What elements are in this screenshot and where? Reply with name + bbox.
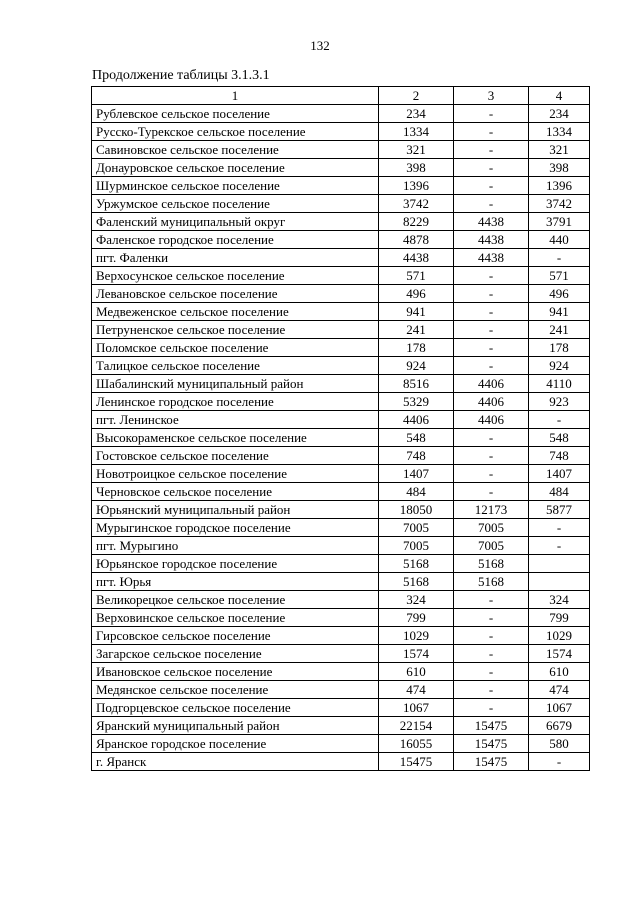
table-row bbox=[92, 681, 590, 699]
row-name-cell: Шабалинский муниципальный район bbox=[92, 375, 379, 393]
value-cell: - bbox=[454, 177, 529, 195]
value-cell: 4110 bbox=[529, 375, 590, 393]
value-cell: 548 bbox=[379, 429, 454, 447]
value-cell: 4438 bbox=[379, 249, 454, 267]
value-cell: 241 bbox=[529, 321, 590, 339]
table-row bbox=[92, 339, 590, 357]
table-header-row bbox=[92, 87, 590, 105]
data-table bbox=[91, 86, 590, 771]
table-row bbox=[92, 465, 590, 483]
row-name-cell: пгт. Юрья bbox=[92, 573, 379, 591]
table-row bbox=[92, 285, 590, 303]
value-cell: 8516 bbox=[379, 375, 454, 393]
row-name-cell: Шурминское сельское поселение bbox=[92, 177, 379, 195]
row-name-cell: Ленинское городское поселение bbox=[92, 393, 379, 411]
row-name-cell: Великорецкое сельское поселение bbox=[92, 591, 379, 609]
value-cell: - bbox=[529, 519, 590, 537]
row-name-cell: Новотроицкое сельское поселение bbox=[92, 465, 379, 483]
table-row bbox=[92, 303, 590, 321]
value-cell: 7005 bbox=[454, 537, 529, 555]
value-cell: 4406 bbox=[379, 411, 454, 429]
value-cell: 3791 bbox=[529, 213, 590, 231]
value-cell: - bbox=[454, 285, 529, 303]
row-name-cell: Фаленское городское поселение bbox=[92, 231, 379, 249]
value-cell: 496 bbox=[529, 285, 590, 303]
table-row bbox=[92, 699, 590, 717]
value-cell: 4438 bbox=[454, 231, 529, 249]
value-cell: 5329 bbox=[379, 393, 454, 411]
value-cell: 474 bbox=[529, 681, 590, 699]
column-header: 1 bbox=[92, 87, 379, 105]
value-cell: - bbox=[454, 591, 529, 609]
row-name-cell: Русско-Турекское сельское поселение bbox=[92, 123, 379, 141]
value-cell: 321 bbox=[529, 141, 590, 159]
table-row bbox=[92, 105, 590, 123]
row-name-cell: пгт. Фаленки bbox=[92, 249, 379, 267]
value-cell: 234 bbox=[379, 105, 454, 123]
value-cell: 1067 bbox=[379, 699, 454, 717]
table-row bbox=[92, 375, 590, 393]
value-cell: 484 bbox=[379, 483, 454, 501]
value-cell: 5168 bbox=[379, 555, 454, 573]
table-caption: Продолжение таблицы 3.1.3.1 bbox=[92, 68, 270, 83]
value-cell: 4438 bbox=[454, 213, 529, 231]
table-row bbox=[92, 573, 590, 591]
value-cell: 923 bbox=[529, 393, 590, 411]
value-cell: 16055 bbox=[379, 735, 454, 753]
table-row bbox=[92, 483, 590, 501]
table-row bbox=[92, 321, 590, 339]
value-cell: 474 bbox=[379, 681, 454, 699]
value-cell: 799 bbox=[379, 609, 454, 627]
value-cell: 321 bbox=[379, 141, 454, 159]
value-cell: 548 bbox=[529, 429, 590, 447]
value-cell: 1334 bbox=[379, 123, 454, 141]
value-cell: - bbox=[454, 105, 529, 123]
table-row bbox=[92, 393, 590, 411]
value-cell: 496 bbox=[379, 285, 454, 303]
value-cell: - bbox=[454, 699, 529, 717]
value-cell: 15475 bbox=[379, 753, 454, 771]
row-name-cell: Донауровское сельское поселение bbox=[92, 159, 379, 177]
table-row bbox=[92, 249, 590, 267]
row-name-cell: Фаленский муниципальный округ bbox=[92, 213, 379, 231]
value-cell: - bbox=[454, 195, 529, 213]
value-cell: - bbox=[529, 537, 590, 555]
table-row bbox=[92, 555, 590, 573]
value-cell: 924 bbox=[379, 357, 454, 375]
value-cell: 398 bbox=[379, 159, 454, 177]
value-cell: 178 bbox=[529, 339, 590, 357]
value-cell: 1407 bbox=[529, 465, 590, 483]
value-cell bbox=[529, 573, 590, 591]
row-name-cell: Подгорцевское сельское поселение bbox=[92, 699, 379, 717]
value-cell: 1574 bbox=[379, 645, 454, 663]
table-row bbox=[92, 501, 590, 519]
row-name-cell: Юрьянское городское поселение bbox=[92, 555, 379, 573]
value-cell: - bbox=[454, 609, 529, 627]
value-cell: - bbox=[454, 141, 529, 159]
value-cell: 18050 bbox=[379, 501, 454, 519]
table-row bbox=[92, 141, 590, 159]
value-cell: 748 bbox=[529, 447, 590, 465]
row-name-cell: Черновское сельское поселение bbox=[92, 483, 379, 501]
row-name-cell: Поломское сельское поселение bbox=[92, 339, 379, 357]
row-name-cell: Гостовское сельское поселение bbox=[92, 447, 379, 465]
table-row bbox=[92, 627, 590, 645]
value-cell: - bbox=[454, 645, 529, 663]
value-cell: 571 bbox=[529, 267, 590, 285]
value-cell: 7005 bbox=[379, 537, 454, 555]
value-cell: 241 bbox=[379, 321, 454, 339]
value-cell: 4406 bbox=[454, 411, 529, 429]
value-cell: 941 bbox=[379, 303, 454, 321]
value-cell: - bbox=[454, 663, 529, 681]
column-header: 3 bbox=[454, 87, 529, 105]
value-cell: 1407 bbox=[379, 465, 454, 483]
row-name-cell: Верхосунское сельское поселение bbox=[92, 267, 379, 285]
row-name-cell: Левановское сельское поселение bbox=[92, 285, 379, 303]
value-cell: - bbox=[454, 681, 529, 699]
row-name-cell: Рублевское сельское поселение bbox=[92, 105, 379, 123]
value-cell: 4878 bbox=[379, 231, 454, 249]
value-cell: 3742 bbox=[529, 195, 590, 213]
value-cell: - bbox=[454, 321, 529, 339]
value-cell: 1029 bbox=[379, 627, 454, 645]
row-name-cell: Талицкое сельское поселение bbox=[92, 357, 379, 375]
row-name-cell: Яранское городское поселение bbox=[92, 735, 379, 753]
row-name-cell: Юрьянский муниципальный район bbox=[92, 501, 379, 519]
value-cell: 941 bbox=[529, 303, 590, 321]
table-row bbox=[92, 519, 590, 537]
value-cell: - bbox=[454, 447, 529, 465]
table-row bbox=[92, 429, 590, 447]
table-row bbox=[92, 447, 590, 465]
table-row bbox=[92, 609, 590, 627]
value-cell: 6679 bbox=[529, 717, 590, 735]
table-row bbox=[92, 717, 590, 735]
table-row bbox=[92, 195, 590, 213]
table-row bbox=[92, 537, 590, 555]
row-name-cell: Уржумское сельское поселение bbox=[92, 195, 379, 213]
table-row bbox=[92, 267, 590, 285]
table-row bbox=[92, 645, 590, 663]
value-cell: - bbox=[454, 627, 529, 645]
value-cell bbox=[529, 555, 590, 573]
value-cell: 15475 bbox=[454, 717, 529, 735]
table-row bbox=[92, 213, 590, 231]
row-name-cell: Петруненское сельское поселение bbox=[92, 321, 379, 339]
value-cell: 5168 bbox=[454, 555, 529, 573]
value-cell: 5168 bbox=[379, 573, 454, 591]
value-cell: 4406 bbox=[454, 393, 529, 411]
value-cell: 4438 bbox=[454, 249, 529, 267]
table-row bbox=[92, 123, 590, 141]
value-cell: 324 bbox=[379, 591, 454, 609]
table-row bbox=[92, 177, 590, 195]
table-row bbox=[92, 663, 590, 681]
value-cell: 610 bbox=[379, 663, 454, 681]
row-name-cell: пгт. Мурыгино bbox=[92, 537, 379, 555]
value-cell: - bbox=[454, 123, 529, 141]
row-name-cell: пгт. Ленинское bbox=[92, 411, 379, 429]
value-cell: - bbox=[454, 357, 529, 375]
value-cell: 1574 bbox=[529, 645, 590, 663]
table-row bbox=[92, 159, 590, 177]
value-cell: 610 bbox=[529, 663, 590, 681]
value-cell: 12173 bbox=[454, 501, 529, 519]
table-row bbox=[92, 357, 590, 375]
row-name-cell: Медвеженское сельское поселение bbox=[92, 303, 379, 321]
value-cell: 398 bbox=[529, 159, 590, 177]
value-cell: 324 bbox=[529, 591, 590, 609]
value-cell: 1029 bbox=[529, 627, 590, 645]
value-cell: 15475 bbox=[454, 753, 529, 771]
row-name-cell: Ивановское сельское поселение bbox=[92, 663, 379, 681]
value-cell: - bbox=[454, 267, 529, 285]
value-cell: 484 bbox=[529, 483, 590, 501]
value-cell: 571 bbox=[379, 267, 454, 285]
column-header: 4 bbox=[529, 87, 590, 105]
table-row bbox=[92, 735, 590, 753]
table-row bbox=[92, 753, 590, 771]
value-cell: 5168 bbox=[454, 573, 529, 591]
value-cell: - bbox=[454, 483, 529, 501]
value-cell: - bbox=[454, 465, 529, 483]
row-name-cell: г. Яранск bbox=[92, 753, 379, 771]
row-name-cell: Загарское сельское поселение bbox=[92, 645, 379, 663]
page-number: 132 bbox=[310, 38, 330, 53]
value-cell: - bbox=[454, 339, 529, 357]
value-cell: 5877 bbox=[529, 501, 590, 519]
value-cell: 799 bbox=[529, 609, 590, 627]
value-cell: 234 bbox=[529, 105, 590, 123]
value-cell: 748 bbox=[379, 447, 454, 465]
table-row bbox=[92, 411, 590, 429]
row-name-cell: Высокораменское сельское поселение bbox=[92, 429, 379, 447]
value-cell: - bbox=[529, 411, 590, 429]
value-cell: 3742 bbox=[379, 195, 454, 213]
value-cell: 1334 bbox=[529, 123, 590, 141]
value-cell: 15475 bbox=[454, 735, 529, 753]
value-cell: 4406 bbox=[454, 375, 529, 393]
value-cell: - bbox=[454, 159, 529, 177]
value-cell: - bbox=[454, 429, 529, 447]
value-cell: 22154 bbox=[379, 717, 454, 735]
value-cell: 1396 bbox=[529, 177, 590, 195]
value-cell: - bbox=[454, 303, 529, 321]
row-name-cell: Верховинское сельское поселение bbox=[92, 609, 379, 627]
row-name-cell: Медянское сельское поселение bbox=[92, 681, 379, 699]
value-cell: - bbox=[529, 753, 590, 771]
table-row bbox=[92, 231, 590, 249]
value-cell: 178 bbox=[379, 339, 454, 357]
value-cell: 8229 bbox=[379, 213, 454, 231]
value-cell: 1396 bbox=[379, 177, 454, 195]
row-name-cell: Гирсовское сельское поселение bbox=[92, 627, 379, 645]
row-name-cell: Мурыгинское городское поселение bbox=[92, 519, 379, 537]
row-name-cell: Яранский муниципальный район bbox=[92, 717, 379, 735]
value-cell: - bbox=[529, 249, 590, 267]
row-name-cell: Савиновское сельское поселение bbox=[92, 141, 379, 159]
value-cell: 924 bbox=[529, 357, 590, 375]
value-cell: 440 bbox=[529, 231, 590, 249]
value-cell: 7005 bbox=[379, 519, 454, 537]
table-row bbox=[92, 591, 590, 609]
table-body bbox=[92, 87, 590, 771]
column-header: 2 bbox=[379, 87, 454, 105]
value-cell: 7005 bbox=[454, 519, 529, 537]
value-cell: 1067 bbox=[529, 699, 590, 717]
value-cell: 580 bbox=[529, 735, 590, 753]
